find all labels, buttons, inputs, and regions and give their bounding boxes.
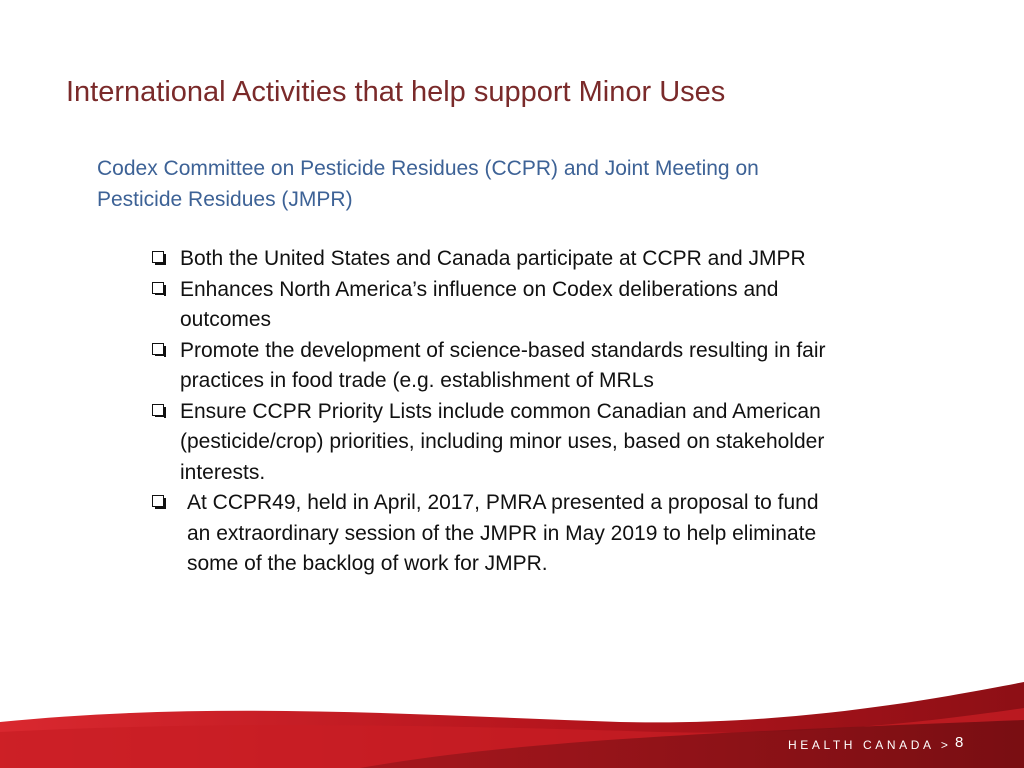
checkbox-bullet-icon	[152, 282, 164, 294]
bullet-item	[152, 244, 842, 275]
bullet-item	[152, 397, 842, 489]
bullet-item	[152, 275, 842, 336]
footer-organization: HEALTH CANADA >	[788, 738, 952, 752]
bullet-text: Ensure CCPR Priority Lists include common Canadian and American (pesticide/crop) priorities, including minor uses, based on stakeholder interests.	[180, 399, 825, 484]
checkbox-bullet-icon	[152, 404, 164, 416]
bullet-item	[152, 488, 842, 580]
bullet-text: Promote the development of science-based standards resulting in fair practices in food trade (e.g. establishment of MRLs	[180, 338, 826, 392]
checkbox-bullet-icon	[152, 495, 164, 507]
bullet-text: At CCPR49, held in April, 2017, PMRA presented a proposal to fund an extraordinary session of the JMPR in May 2019 to help eliminate some of the backlog of work for JMPR.	[187, 491, 819, 575]
page-number: 8	[955, 734, 964, 751]
slide-title: International Activities that help support Minor Uses	[66, 76, 726, 108]
bullet-item	[152, 336, 842, 397]
checkbox-bullet-icon	[152, 251, 164, 263]
bullet-text: Both the United States and Canada participate at CCPR and JMPR	[180, 247, 806, 270]
bullet-list	[152, 244, 842, 580]
bullet-text: Enhances North America’s influence on Codex deliberations and outcomes	[180, 277, 779, 331]
checkbox-bullet-icon	[152, 343, 164, 355]
slide-subtitle: Codex Committee on Pesticide Residues (CCPR) and Joint Meeting on Pesticide Residues (JMPR)	[97, 157, 759, 211]
